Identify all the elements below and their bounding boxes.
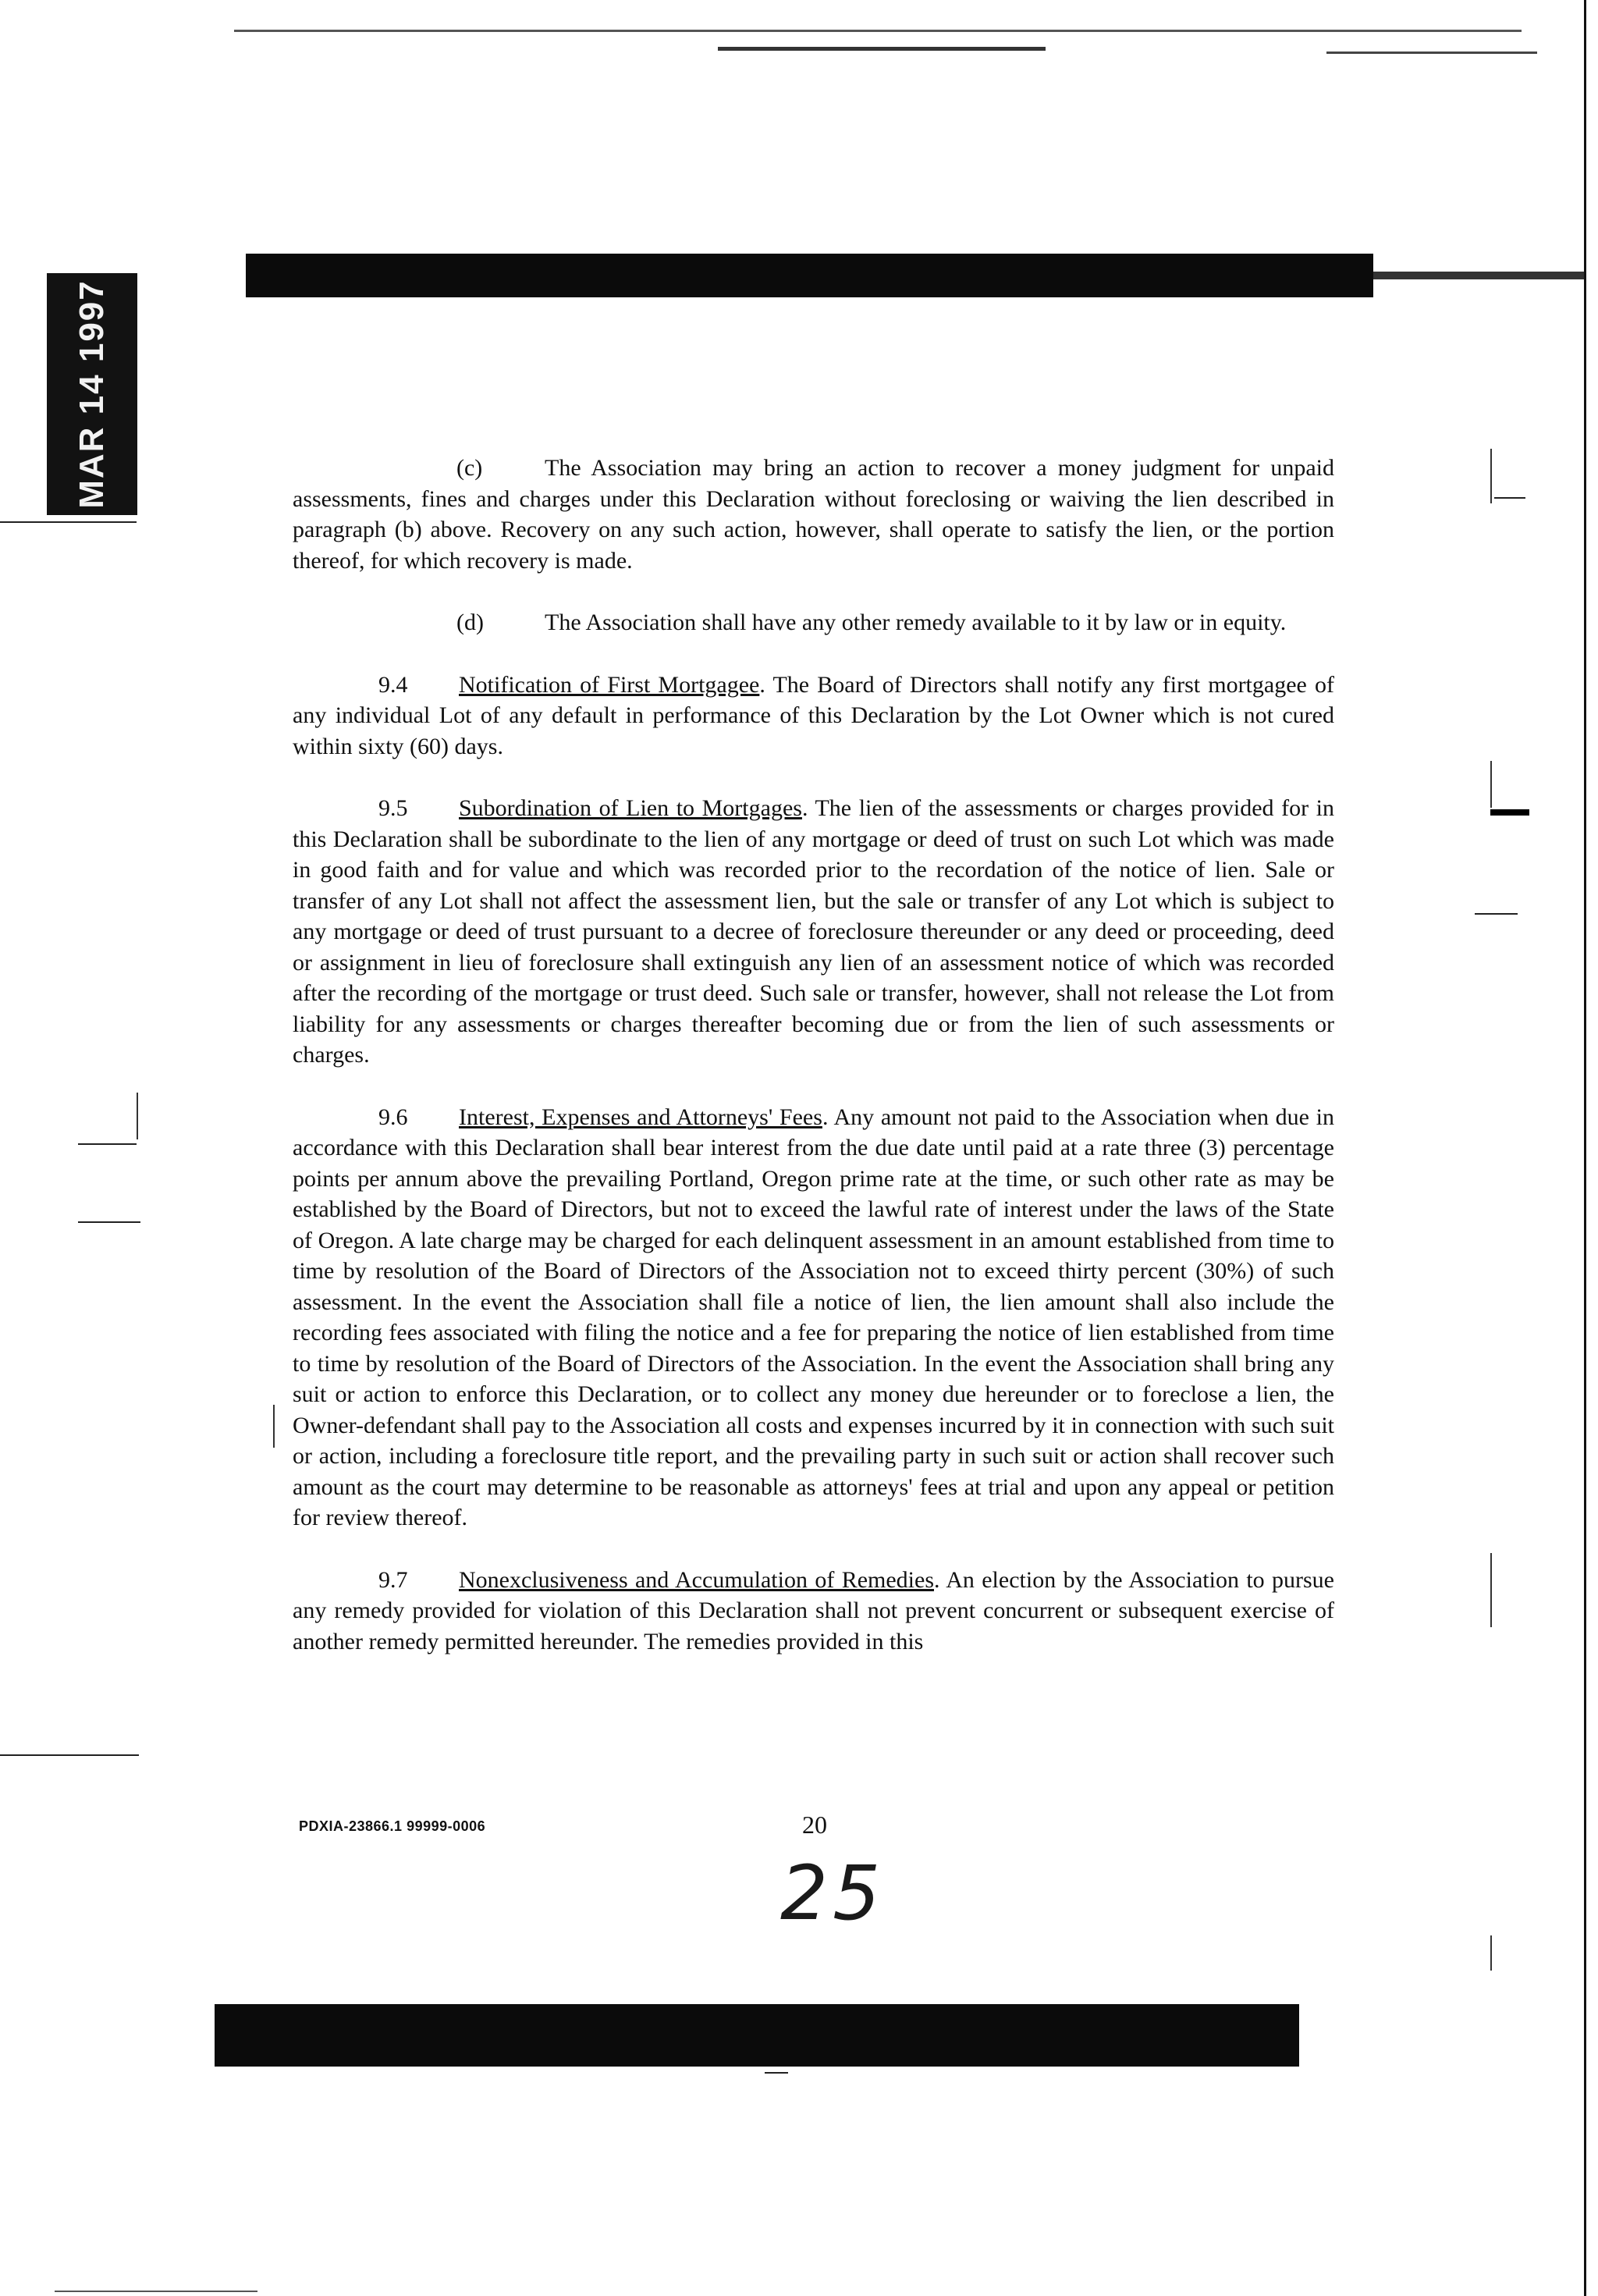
document-id-footer: PDXIA-23866.1 99999-0006 (299, 1818, 486, 1834)
section-number: 9.7 (378, 1566, 408, 1593)
margin-mark (1490, 449, 1492, 503)
scan-artifact-right-edge (1584, 0, 1586, 2296)
subparagraph-label: (c) (456, 455, 483, 481)
subparagraph-label: (d) (456, 610, 484, 635)
section-heading: Nonexclusiveness and Accumulation of Remedies (459, 1566, 934, 1593)
subparagraph-text: The Association may bring an action to recover a money judgment for unpaid assessments, fines and charges under this Declaration without foreclosing or waiving the lien described in paragraph (b) above. Recovery on any such action, however, shall operate to satisfy the lien, or the portion thereof, for which recovery is made. (293, 455, 1334, 574)
stamp-text: MAR 14 1997 (73, 279, 111, 509)
section-number: 9.6 (378, 1104, 408, 1130)
margin-mark (273, 1405, 275, 1448)
section-heading: Notification of First Mortgagee (459, 671, 760, 698)
received-date-stamp (47, 273, 137, 515)
margin-mark (1490, 809, 1529, 816)
margin-mark (0, 1754, 139, 1756)
margin-mark (1490, 1935, 1492, 1971)
margin-mark (78, 1221, 140, 1223)
margin-mark (1490, 1553, 1492, 1627)
scan-artifact-bottom-tick (765, 2072, 788, 2074)
subparagraph-text: The Association shall have any other remedy available to it by law or in equity. (545, 610, 1287, 635)
section-9-6 (293, 1102, 1334, 1534)
section-number: 9.5 (378, 795, 408, 821)
margin-mark (0, 521, 137, 523)
section-9-4 (293, 670, 1334, 762)
margin-mark (1494, 497, 1525, 499)
section-text: . The lien of the assessments or charges provided for in this Declaration shall be subordinate to the lien of any mortgage or deed of trust on such Lot which was made in good faith and for value and which was recorded prior to the recordation of the notice of lien. Sale or transfer of any Lot shall not affect the assessment lien, but the sale or transfer of any Lot which is subject to any mortgage or deed of trust pursuant to a decree of foreclosure thereunder or any deed or proceeding, deed or assignment in lieu of foreclosure shall extinguish any lien of an assessment notice of which was recorded after the recording of the mortgage or trust deed. Such sale or transfer, however, shall not release the Lot from liability for any assessments or charges thereafter becoming due or from the lien of such assessments or charges. (293, 795, 1334, 1068)
scan-black-bar-top (246, 254, 1373, 297)
section-9-7 (293, 1565, 1334, 1658)
section-heading: Interest, Expenses and Attorneys' Fees (459, 1104, 822, 1130)
scan-artifact-top-line-2 (718, 47, 1046, 51)
section-text: . An election by the Association to pursue any remedy provided for violation of this Declaration shall not prevent concurrent or subsequent exercise of another remedy permitted hereunder. The remedies provided in this (293, 1566, 1334, 1654)
margin-mark (1490, 761, 1492, 808)
scan-artifact-bottom-line (55, 2291, 257, 2292)
section-9-5 (293, 793, 1334, 1071)
margin-mark (78, 1143, 137, 1145)
scan-artifact-top-line (234, 30, 1522, 32)
section-number: 9.4 (378, 671, 408, 698)
margin-mark (1475, 913, 1518, 915)
scan-black-bar-bottom (215, 2004, 1299, 2067)
subparagraph-c (293, 453, 1334, 576)
subparagraph-d (293, 607, 1334, 638)
handwritten-page-number: 25 (780, 1850, 886, 1937)
section-heading: Subordination of Lien to Mortgages (459, 795, 802, 821)
margin-mark (137, 1093, 138, 1139)
scan-artifact-top-line-3 (1326, 52, 1537, 54)
page-number: 20 (802, 1811, 827, 1839)
section-text: . The Board of Directors shall notify any first mortgagee of any individual Lot of any default in performance of this Declaration by the Lot Owner which is not cured within sixty (60) days. (293, 671, 1334, 759)
section-text: . Any amount not paid to the Association when due in accordance with this Declaration shall bear interest from the due date until paid at a rate three (3) percentage points per annum above the prevailing Portland, Oregon prime rate at the time, or such other rate as may be established by the Board of Directors, but not to exceed the lawful rate of interest under the laws of the State of Oregon. A late charge may be charged for each delinquent assessment in an amount established from time to time by resolution of the Board of Directors of the Association not to exceed thirty percent (30%) of such assessment. In the event the Association shall file a notice of lien, the lien amount shall also include the recording fees associated with filing the notice and a fee for preparing the notice of lien established from time to time by resolution of the Board of Directors of the Association. In the event the Association shall bring any suit or action to enforce this Declaration, or to collect any money due hereunder or to foreclose a lien, the Owner-defendant shall pay to the Association all costs and expenses incurred by it in connection with such suit or action, including a foreclosure title report, and the prevailing party in such suit or action shall recover such amount as the court may determine to be reasonable as attorneys' fees at trial and upon any appeal or petition for review thereof. (293, 1104, 1335, 1530)
scan-black-bar-top-tail (1373, 272, 1584, 279)
document-body (293, 453, 1334, 1688)
